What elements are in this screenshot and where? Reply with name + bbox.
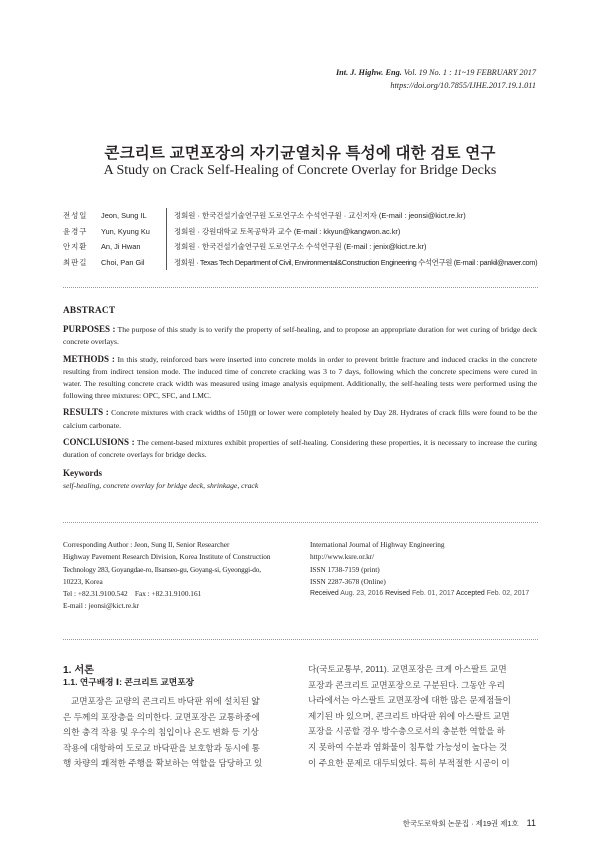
body-line: 이 주요한 문제로 대두되었다. 특히 부적절한 시공이 이 <box>308 757 510 768</box>
corresponding-email[interactable]: E-mail : jeonsi@kict.re.kr <box>63 601 140 611</box>
abstract-purposes <box>63 323 537 348</box>
body-line: 작용에 대항하여 도로교 바닥판을 보호함과 동시에 통 <box>63 742 260 753</box>
journal-name: International Journal of Highway Engineering <box>310 540 445 549</box>
body-line: 포장을 시공할 경우 방수층으로서의 충분한 역할을 하 <box>308 726 505 737</box>
author-name-korean: 윤경구 <box>63 226 88 236</box>
page-number: 11 <box>526 818 536 828</box>
author-affiliation: 정회원 · 한국건설기술연구원 도로연구소 수석연구원 (E-mail : jenix@kict.re.kr) <box>166 239 426 255</box>
section-heading: 1. 서론 <box>63 665 95 676</box>
corresponding-line: Corresponding Author : Jeon, Sung Il, Senior Researcher <box>63 540 230 549</box>
corresponding-line: 10223, Korea <box>63 576 103 586</box>
revised-label: Revised <box>385 590 411 598</box>
body-line: 지 못하여 수분과 염화물이 침투할 가능성이 높다는 것 <box>308 741 508 752</box>
author-row <box>63 255 537 271</box>
journal-abbreviation: Int. J. Highw. Eng. <box>335 68 402 77</box>
body-column-right <box>308 662 538 771</box>
issn-online: ISSN 2287-3678 (Online) <box>310 576 386 586</box>
journal-citation: Vol. 19 No. 1 : 11~19 FEBRUARY 2017 <box>403 68 536 77</box>
journal-url[interactable]: http://www.ksre.or.kr/ <box>310 552 375 562</box>
title-korean: 콘크리트 교면포장의 자기균열치유 특성에 대한 검토 연구 <box>104 145 496 162</box>
subsection-heading: 1.1. 연구배경 Ⅰ: 콘크리트 교면포장 <box>63 677 194 687</box>
page-footer <box>403 818 536 829</box>
author-name-english: An, Ji Hwan <box>101 242 141 252</box>
divider <box>63 522 538 523</box>
author-row <box>63 208 537 224</box>
doi-link[interactable]: https://doi.org/10.7855/IJHE.2017.19.1.011 <box>390 81 536 90</box>
keywords-list: self-healing, concrete overlay for bridge deck, shrinkage, crack <box>63 481 259 491</box>
abstract <box>63 305 537 493</box>
received-date: Aug. 23, 2016 <box>340 590 384 598</box>
author-row <box>63 239 537 255</box>
journal-header <box>336 66 536 92</box>
author-affiliation: 정회원 · Texas Tech Department of Civil, Environmental&Construction Engineering 수석연구원 (E-mail : pankil@naver.com) <box>166 255 537 271</box>
body-line: 은 두께의 포장층을 의미한다. 교면포장은 교통하중에 <box>63 711 260 722</box>
abstract-methods <box>63 353 537 403</box>
corresponding-line: Tel : +82.31.9100.542 Fax : +82.31.9100.161 <box>63 589 202 599</box>
body-line: 나라에서는 아스팔트 교면포장에 대한 많은 문제점들이 <box>308 695 511 706</box>
conclusions-text: The cement-based mixtures exhibit properties of self-healing. Considering these properties, it is necessary to increase the curing duration of concrete overlays for bridge decks. <box>63 437 537 460</box>
divider <box>63 639 538 640</box>
body-line: 제기된 바 있으며, 콘크리트 바닥판 위에 아스팔트 교면 <box>308 710 510 721</box>
corresponding-author <box>63 539 301 613</box>
methods-text: In this study, reinforced bars were inserted into concrete molds in order to prevent brittle fracture and induced cracks in the concrete resulting from indirect tension mode. The induced time of concrete cracking was 3 to 7 days, following which the concrete specimens were cured in water. The resulting concrete crack width was measured using image analysis equipment. Additionally, the self-healing tests were performed using the following three mixtures: OPC, SFC, and LMC. <box>63 354 538 401</box>
abstract-conclusions <box>63 436 537 461</box>
author-affiliation: 정회원 · 강원대학교 토목공학과 교수 (E-mail : kkyun@kangwon.ac.kr) <box>166 224 400 240</box>
methods-label: METHODS : <box>63 353 115 364</box>
accepted-label: Accepted <box>456 590 485 598</box>
accepted-date: Feb. 02, 2017 <box>486 590 530 598</box>
author-name-english: Choi, Pan Gil <box>101 257 145 267</box>
body-column-left <box>63 694 292 772</box>
received-label: Received <box>310 590 339 598</box>
results-label: RESULTS : <box>63 407 109 418</box>
purposes-label: PURPOSES : <box>63 324 116 335</box>
author-name-korean: 안지환 <box>63 242 88 252</box>
corresponding-line: Highway Pavement Research Division, Korea Institute of Construction <box>63 552 271 562</box>
author-list <box>63 208 537 270</box>
history-dates <box>310 588 545 600</box>
author-name-english: Yun, Kyung Ku <box>101 226 150 236</box>
author-name-korean: 최판길 <box>63 257 88 267</box>
author-row <box>63 224 537 240</box>
footer-journal: 한국도로학회 논문집 · 제19권 제1호 <box>402 819 519 828</box>
author-name-korean: 전성일 <box>63 211 88 220</box>
body-line: 포장과 콘크리트 교면포장으로 구분된다. 그동안 우리 <box>308 679 505 690</box>
purposes-text: The purpose of this study is to verify the property of self-healing, and to propose an appropriate duration for wet curing of bridge deck concrete overlays. <box>63 325 537 347</box>
revised-date: Feb. 01, 2017 <box>411 590 455 598</box>
results-text: Concrete mixtures with crack widths of 150㎛ or lower were completely healed by Day 28. Hydrates of crack fills were found to be the calcium carbonate. <box>63 408 537 430</box>
journal-info <box>310 539 545 600</box>
divider <box>63 287 538 288</box>
corresponding-line: Technology 283, Goyangdae-ro, Ilsanseo-gu, Goyang-si, Gyeonggi-do, <box>63 564 261 574</box>
title-english: A Study on Crack Self-Healing of Concrete Overlay for Bridge Decks <box>103 163 497 178</box>
body-line: 행 차량의 쾌적한 주행을 확보하는 역할을 담당하고 있 <box>63 758 263 769</box>
author-affiliation: 정회원 · 한국건설기술연구원 도로연구소 수석연구원 · 교신저자 (E-mail : jeonsi@kict.re.kr) <box>166 208 466 224</box>
issn-print: ISSN 1738-7159 (print) <box>310 564 380 574</box>
abstract-results <box>63 406 537 431</box>
body-line: 다(국토교통부, 2011). 교면포장은 크게 아스팔트 교면 <box>308 664 507 674</box>
abstract-heading: ABSTRACT <box>63 306 116 316</box>
body-line: 의한 충격 작용 및 우수의 침입이나 온도 변화 등 기상 <box>63 727 259 738</box>
body-line: 교면포장은 교량의 콘크리트 바닥판 위에 설치된 얇 <box>71 696 260 706</box>
keywords-heading: Keywords <box>63 468 102 479</box>
conclusions-label: CONCLUSIONS : <box>63 436 135 447</box>
author-name-english: Jeon, Sung IL <box>101 211 147 220</box>
